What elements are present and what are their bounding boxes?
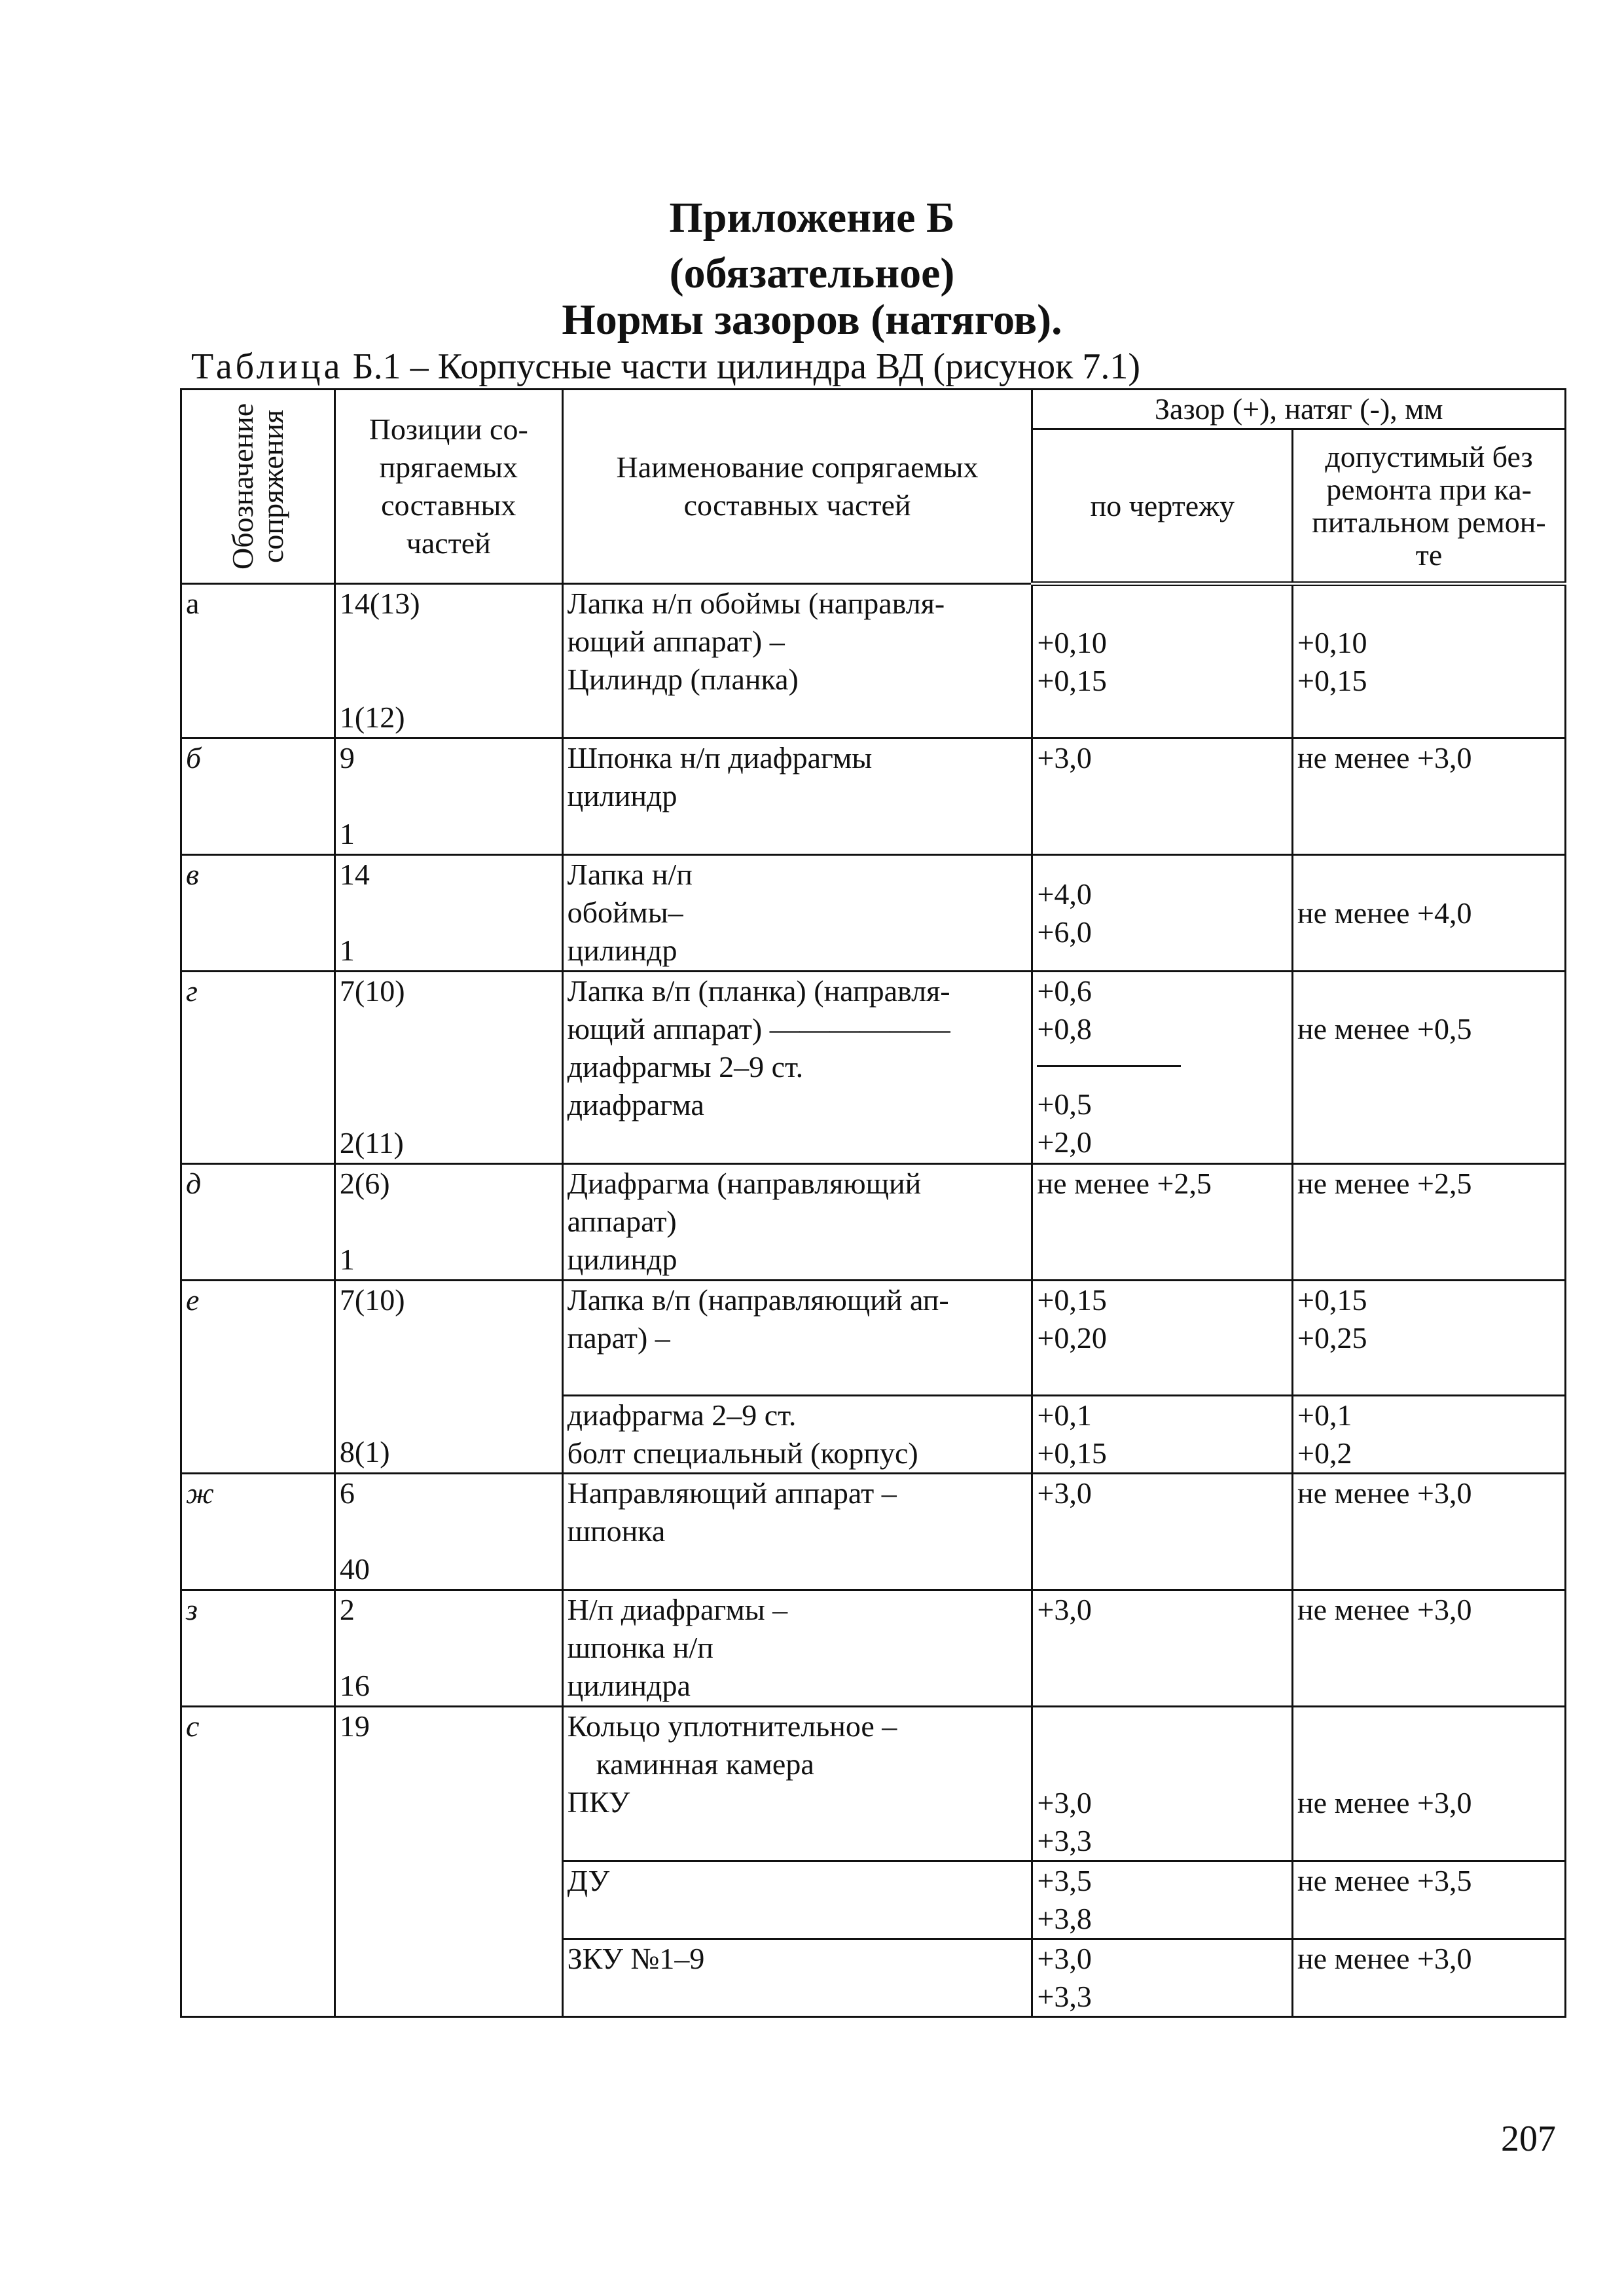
table-caption <box>191 347 1140 386</box>
row-positions: 14 1 <box>334 855 562 972</box>
row-designation: а <box>181 584 335 738</box>
row-permissible: не менее +3,0 <box>1293 1707 1566 1861</box>
row-positions: 7(10) 8(1) <box>334 1281 562 1474</box>
row-permissible: +0,10 +0,15 <box>1293 584 1566 738</box>
row-positions: 2(6) 1 <box>334 1164 562 1281</box>
row-permissible: +0,15 +0,25 <box>1293 1281 1566 1396</box>
row-designation: ж <box>181 1474 335 1590</box>
table-caption-text: Б.1 – Корпусные части цилиндра ВД (рисунок 7.1) <box>343 346 1140 387</box>
row-parts-name: Н/п диафрагмы – шпонка н/п цилиндра <box>562 1590 1032 1707</box>
appendix-title: Приложение Б <box>669 194 955 242</box>
header-name: Наименование сопрягаемых составных частей <box>562 390 1032 584</box>
table-row <box>181 1474 1566 1590</box>
table-row <box>181 855 1566 972</box>
row-positions: 9 1 <box>334 738 562 855</box>
row-positions: 2 16 <box>334 1590 562 1707</box>
row-by-drawing: +3,0 +3,3 <box>1032 1707 1293 1861</box>
seal-ring-title: Кольцо уплотнительное – <box>567 1709 897 1743</box>
page-number: 207 <box>1501 2119 1556 2159</box>
appendix-status: (обязательное) <box>669 249 955 297</box>
row-by-drawing: +0,15 +0,20 <box>1032 1281 1293 1396</box>
header-positions: Позиции со- прягаемых составных частей <box>334 390 562 584</box>
row-by-drawing: +3,0 +3,3 <box>1032 1939 1293 2017</box>
row-permissible: не менее +3,0 <box>1293 738 1566 855</box>
seal-sub-name: ПКУ <box>567 1785 630 1819</box>
row-permissible: не менее +2,5 <box>1293 1164 1566 1281</box>
header-clearance-group: Зазор (+), натяг (-), мм <box>1032 390 1566 429</box>
table-row <box>181 584 1566 738</box>
row-permissible: не менее +3,0 <box>1293 1474 1566 1590</box>
row-parts-name: Лапка н/п обоймы (направля- ющий аппарат) – Цилиндр (планка) <box>562 584 1032 738</box>
clearance-table <box>180 388 1566 2018</box>
row-by-drawing: +3,0 <box>1032 1474 1293 1590</box>
seal-ring-subtitle: каминная камера <box>596 1747 814 1781</box>
row-permissible: не менее +3,0 <box>1293 1939 1566 2017</box>
row-permissible: не менее +4,0 <box>1293 855 1566 972</box>
header-by-drawing: по чертежу <box>1032 429 1293 584</box>
table-row <box>181 738 1566 855</box>
row-parts-name: Диафрагма (направляющий аппарат) цилиндр <box>562 1164 1032 1281</box>
table-row <box>181 1281 1566 1396</box>
seal-sub-name: ДУ <box>562 1861 1032 1939</box>
row-by-drawing: +3,5 +3,8 <box>1032 1861 1293 1939</box>
seal-sub-name: ЗКУ №1–9 <box>562 1939 1032 2017</box>
table-row <box>181 1707 1566 1861</box>
row-permissible: не менее +0,5 <box>1293 972 1566 1164</box>
fraction-bar <box>1037 1065 1181 1067</box>
appendix-subject: Нормы зазоров (натягов). <box>562 296 1062 344</box>
row-parts-name <box>562 1707 1032 1861</box>
row-positions: 7(10) 2(11) <box>334 972 562 1164</box>
table-caption-label: Таблица <box>191 346 344 387</box>
row-designation: в <box>181 855 335 972</box>
row-by-drawing <box>1032 972 1293 1164</box>
row-permissible: +0,1 +0,2 <box>1293 1396 1566 1474</box>
row-by-drawing: не менее +2,5 <box>1032 1164 1293 1281</box>
row-by-drawing: +3,0 <box>1032 1590 1293 1707</box>
row-parts-name: Лапка в/п (направляющий ап- парат) – <box>562 1281 1032 1396</box>
header-permissible: допустимый без ремонта при ка- питальном ремон- те <box>1293 429 1566 584</box>
row-parts-name: Направляющий аппарат – шпонка <box>562 1474 1032 1590</box>
row-permissible: не менее +3,5 <box>1293 1861 1566 1939</box>
row-parts-name: Лапка в/п (планка) (направля- ющий аппарат) —————— диафрагмы 2–9 ст. диафрагма <box>562 972 1032 1164</box>
row-designation: с <box>181 1707 335 2017</box>
row-designation: б <box>181 738 335 855</box>
row-positions: 14(13) 1(12) <box>334 584 562 738</box>
table-row <box>181 1590 1566 1707</box>
row-parts-name: диафрагма 2–9 ст. болт специальный (корпус) <box>562 1396 1032 1474</box>
by-drawing-denominator: +0,5 +2,0 <box>1037 1087 1092 1159</box>
row-positions: 6 40 <box>334 1474 562 1590</box>
row-designation: д <box>181 1164 335 1281</box>
row-parts-name: Шпонка н/п диафрагмы цилиндр <box>562 738 1032 855</box>
row-designation: е <box>181 1281 335 1474</box>
row-designation: г <box>181 972 335 1164</box>
header-designation: Обозначение сопряжения <box>181 390 335 584</box>
row-parts-name: Лапка н/п обоймы– цилиндр <box>562 855 1032 972</box>
row-by-drawing: +0,1 +0,15 <box>1032 1396 1293 1474</box>
table-row <box>181 1164 1566 1281</box>
row-by-drawing: +4,0 +6,0 <box>1032 855 1293 972</box>
by-drawing-numerator: +0,6 +0,8 <box>1037 974 1092 1046</box>
row-positions: 19 <box>334 1707 562 2017</box>
row-permissible: не менее +3,0 <box>1293 1590 1566 1707</box>
row-by-drawing: +3,0 <box>1032 738 1293 855</box>
row-by-drawing: +0,10 +0,15 <box>1032 584 1293 738</box>
table-row <box>181 972 1566 1164</box>
row-designation: з <box>181 1590 335 1707</box>
